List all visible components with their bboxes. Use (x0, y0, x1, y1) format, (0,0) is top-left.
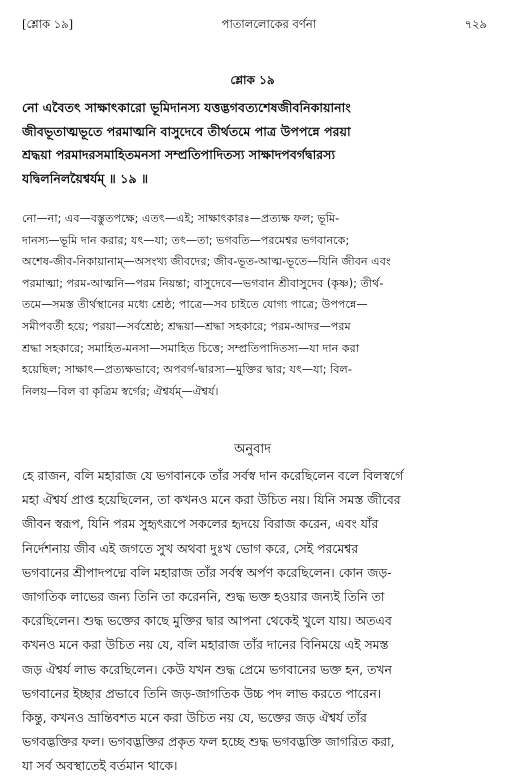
translation-line: ভগবদ্ভক্তির ফল। ভগবদ্ভক্তির প্রকৃত ফল হচ্ছে শুদ্ধ ভগবদ্ভক্তি জাগরিত করা, (22, 734, 395, 750)
synonyms-line: তমে—সমস্ত তীর্থস্থানের মধ্যে শ্রেষ্ঠ; পাত্রে—সব চাইতে যোগ্য পাত্রে; উপপন্নে— (22, 298, 368, 312)
translation-line: ভগবানের শ্রীপাদপদ্মে বলি মহারাজ তাঁর সর্বস্ব অর্পণ করেছিলেন। কোন জড়- (22, 564, 392, 580)
translation-line: জড় ঐশ্বর্য লাভ করেছিলেন। কেউ যখন শুদ্ধ প্রেমে ভগবানের ভক্ত হন, তখন (22, 661, 392, 677)
translation-line: হে রাজন, বলি মহারাজ যে ভগবানকে তাঁর সর্বস্ব দান করেছিলেন বলে বিলস্বর্গে (22, 468, 404, 483)
verse-line: জীবভূতাত্মভূতে পরমাত্মনি বাসুদেবে তীর্থতমে পাত্র উপপন্নে পরয়া (22, 123, 351, 139)
synonyms-line: দানস্য—ভূমি দান করার; যৎ—যা; তৎ—তা; ভগবতি—পরমেশ্বর ভগবানকে; (22, 233, 350, 247)
translation-text (22, 464, 487, 779)
translation-line: মহা ঐশ্বর্য প্রাপ্ত হয়েছিলেন, তা কখনও মনে করা উচিত নয়। যিনি সমস্ত জীবের (22, 492, 401, 508)
synonyms (22, 208, 487, 402)
translation-line: জাগতিক লাভের জন্য তিনি তা করেননি, শুদ্ধ ভক্ত হওয়ার জন্যই তিনি তা (22, 589, 385, 605)
synonyms-line: নো—না; এব—বস্তুতপক্ষে; এতৎ—এই; সাক্ষাৎকারঃ—প্রত্যক্ষ ফল; ভূমি- (22, 212, 340, 225)
translation-line: ভগবানের ইচ্ছার প্রভাবে তিনি জড়-জাগতিক উচ্চ পদ লাভ করতে পারেন। (22, 685, 382, 701)
running-head (22, 16, 487, 35)
verse-line: নো এবৈতৎ সাক্ষাৎকারো ভূমিদানস্য যত্তদ্ভগবত্যশেষজীবনিকায়ানাং (22, 100, 351, 115)
translation-title: অনুবাদ (234, 442, 271, 457)
verse-text (22, 96, 487, 190)
verse-line: যদ্বিলনিলয়ৈশ্বর্যম্ ॥ ১৯ ॥ (22, 170, 149, 186)
synonyms-line: অশেষ-জীব-নিকায়ানাম্—অসংখ্য জীবদের; জীব-ভূত-আত্ম-ভূতে—যিনি জীবন এবং (22, 255, 391, 269)
translation-line: জীবন স্বরূপ, যিনি পরম সুহৃৎরূপে সকলের হৃদয়ে বিরাজ করেন, এবং যাঁর (22, 516, 379, 532)
verse-line: শ্রদ্ধয়া পরমাদরসমাহিতমনসা সম্প্রতিপাদিতস্য সাক্ষাদপবর্গদ্বারস্য (22, 147, 336, 162)
translation-line: কিন্তু, কখনও ভ্রান্তিবশত মনে করা উচিত নয় যে, ভক্তের জড় ঐশ্বর্য তাঁর (22, 710, 367, 726)
synonyms-line: পরমাত্মা; পরম-আত্মনি—পরম নিয়ন্তা; বাসুদেবে—ভগবান শ্রীবাসুদেব (কৃষ্ণ); তীর্থ- (22, 276, 384, 290)
header-verse-ref: [শ্লোক ১৯] (22, 17, 74, 31)
page-number: ৭২৯ (464, 17, 487, 31)
header-chapter-title: পাতাললোকের বর্ণনা (221, 17, 317, 31)
translation-line: কখনও মনে করা উচিত নয় যে, বলি মহারাজ তাঁর দানের বিনিময়ে এই সমস্ত (22, 637, 389, 653)
synonyms-line: নিলয়—বিল বা কৃত্রিম স্বর্গের; ঐশ্বর্যম্—ঐশ্বর্য। (22, 384, 219, 398)
verse-title: শ্লোক ১৯ (230, 73, 275, 87)
translation-line: করেছিলেন। শুদ্ধ ভক্তের কাছে মুক্তির দ্বার আপনা থেকেই খুলে যায়। অতএব (22, 613, 392, 629)
synonyms-line: শ্রদ্ধা সহকারে; সমাহিত-মনসা—সমাহিত চিত্তে; সম্প্রতিপাদিতস্য—যা দান করা (22, 341, 360, 355)
translation-line: নির্দেশনায় জীব এই জগতে সুখ অথবা দুঃখ ভোগ করে, সেই পরমেশ্বর (22, 540, 359, 556)
translation-line: যা সর্ব অবস্থাতেই বর্তমান থাকে। (22, 758, 178, 774)
synonyms-line: সমীপবর্তী হয়ে; পরয়া—সর্বশ্রেষ্ঠ; শ্রদ্ধয়া—শ্রদ্ধা সহকারে; পরম-আদর—পরম (22, 319, 351, 333)
synonyms-line: হয়েছিল; সাক্ষাৎ—প্রত্যক্ষভাবে; অপবর্গ-দ্বারস্য—মুক্তির দ্বার; যৎ—যা; বিল- (22, 363, 352, 377)
